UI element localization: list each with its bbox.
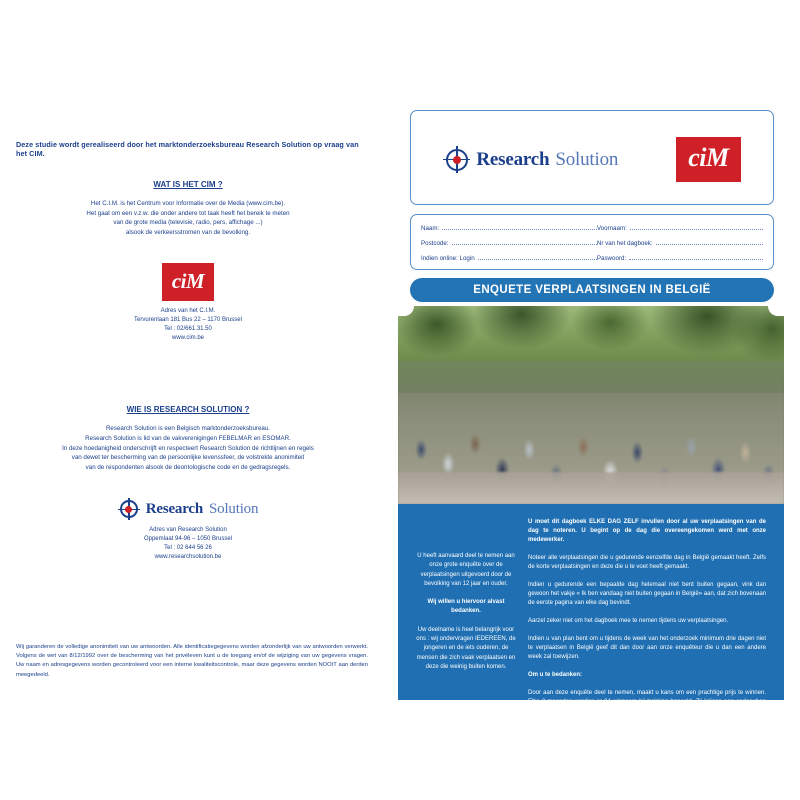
field-paswoord-label: Paswoord:	[596, 255, 627, 262]
rs-desc-line-4: van dewet ter bescherming van de persoonlijke levenssfeer, de volstrekte anonimiteit	[71, 454, 305, 462]
field-login[interactable]	[421, 252, 597, 262]
rs-desc-line-1: Research Solution is een Belgisch marktonderzoeksbureau.	[105, 425, 271, 433]
respondent-form-card	[410, 214, 774, 270]
field-dagboeknummer-label: Nr van het dagboek:	[596, 240, 653, 247]
header-rs-word-solution: Solution	[555, 148, 619, 170]
rs-address-line-3: Tel : 02 644 56 26	[164, 545, 212, 552]
instruction-paragraph-3: Indien u gedurende een bepaalde dag helemaal niet bent buiten gegaan, vink dan gewoon het vakje « Ik ben vandaag niet buiten gegaan in België» aan, dat zich bovenaan de eerste pagina van elke dag bevindt.	[528, 582, 766, 606]
field-voornaam[interactable]	[597, 222, 763, 232]
cim-website[interactable]: www.cim.be	[171, 335, 204, 342]
field-paswoord-input[interactable]	[629, 252, 763, 260]
rs-logo-word-research: Research	[145, 500, 204, 517]
rs-address-line-1: Adres van Research Solution	[149, 527, 227, 534]
field-postcode-label: Postcode:	[421, 240, 449, 247]
cim-logo-wrapper	[8, 263, 368, 301]
rs-description	[8, 424, 368, 472]
header-rs-word-research: Research	[476, 148, 550, 170]
field-naam-label: Naam:	[421, 225, 440, 232]
privacy-footer-note: Wij garanderen de volledige anonimiteit van uw antwoorden. Alle identificatiegegevens worden afzonderlijk van uw antwoorden verwerkt. Volgens de wet van 8/12/1992 over de bescherming van het privéleven kunt u de toegang en/of de wijziging van uw gegevens vragen. Uw naam en adresgegevens worden gecontroleerd voor een interne kwaliteitscontrole, maar deze gegevens worden NOOIT aan derden meegedeeld.	[16, 643, 368, 678]
intro-thanks: Wij willen u hiervoor alvast bedanken.	[427, 599, 505, 615]
instructions-left-column	[416, 552, 516, 681]
field-dagboeknummer-input[interactable]	[656, 237, 763, 245]
cim-desc-line-1: Het C.I.M. is het Centrum voor Informatie over de Media (www.cim.be).	[90, 200, 286, 207]
header-card	[410, 110, 774, 205]
page-edge-sliver	[784, 250, 798, 430]
header-research-solution-logo	[443, 146, 618, 173]
instruction-paragraph-5: Indien u van plan bent om u tijdens de week van het onderzoek minimum drie dagen niet te verplaatsen in België geef dit dan door aan onze enquêteur die u dan een andere week zal toewijzen.	[528, 636, 766, 660]
research-solution-target-icon	[443, 146, 470, 173]
research-solution-logo	[8, 498, 368, 520]
field-dagboeknummer[interactable]	[597, 237, 763, 247]
field-voornaam-input[interactable]	[630, 222, 763, 230]
cim-address-line-2: Tervurenlaan 181 Bus 22 – 1170 Brussel	[134, 317, 242, 324]
cim-description	[8, 199, 368, 237]
field-naam-input[interactable]	[442, 222, 597, 230]
reward-heading: Om u te bedanken:	[528, 672, 583, 678]
section-title-research-solution: WIE IS RESEARCH SOLUTION ?	[126, 405, 250, 415]
form-row-postcode	[421, 237, 763, 247]
lead-line: Deze studie wordt gerealiseerd door het marktonderzoeksbureau Research Solution op vraag van het CIM.	[16, 140, 359, 158]
instructions-block	[398, 504, 784, 714]
rs-logo-word-solution: Solution	[209, 500, 259, 517]
rs-desc-line-5: van de respondenten alsook de deontologische code en de gedragsregels.	[85, 463, 291, 471]
field-paswoord[interactable]	[597, 252, 763, 262]
field-login-label: Indien online: Login	[421, 255, 475, 262]
survey-title-text: ENQUETE VERPLAATSINGEN IN BELGIË	[473, 284, 711, 296]
field-postcode-input[interactable]	[452, 237, 597, 245]
instructions-right-column	[528, 518, 766, 725]
cim-logo: ciM	[162, 263, 214, 301]
header-cim-logo: ciM	[676, 137, 740, 182]
cim-desc-line-3: van de grote media (televisie, radio, pers, affichage ...)	[113, 219, 263, 227]
rs-desc-line-3: In deze hoedanigheid onderschrijft en respecteert Research Solution de richtlijnen en regels	[62, 444, 314, 452]
rs-desc-line-2: Research Solution is lid van de vakverenigingen FEBELMAR en ESOMAR.	[85, 435, 291, 443]
cim-desc-line-4: alsook de verkeersstromen van de bevolking.	[125, 228, 251, 236]
cim-address-line-3: Tel : 02/661.31.50	[164, 326, 212, 333]
rs-address-line-2: Oppemlaat 94-96 – 1050 Brussel	[143, 536, 233, 543]
rs-address	[8, 526, 368, 562]
research-solution-target-icon	[118, 498, 140, 520]
cim-desc-line-2: Het gaat om een v.z.w. die onder andere tot taak heeft het bereik te meten	[86, 209, 290, 217]
right-page	[398, 110, 784, 714]
instruction-paragraph-1: U moet dit dagboek ELKE DAG ZELF invullen door al uw verplaatsingen van de dag te noteren. U begint op de dag die overeengekomen werd met onze medewerker.	[528, 519, 766, 543]
cim-address	[8, 307, 368, 343]
crowd-photo	[398, 306, 784, 504]
photo-ground-layer	[398, 472, 784, 504]
section-title-cim: WAT IS HET CIM ?	[153, 180, 223, 189]
rs-website[interactable]: www.researchsolution.be	[154, 554, 222, 561]
instruction-paragraph-2: Noteer alle verplaatsingen die u gedurende eenzelfde dag in België gemaakt heeft. Zelfs de korte verplaatsingen en deze die u te voet heeft gemaakt.	[528, 555, 766, 570]
field-voornaam-label: Voornaam:	[596, 225, 627, 232]
field-naam[interactable]	[421, 222, 597, 232]
form-row-login	[421, 252, 763, 262]
instruction-paragraph-4: Aarzel zeker niet om het dagboek mee te nemen tijdens uw verplaatsingen.	[528, 618, 729, 624]
form-row-name	[421, 222, 763, 232]
intro-paragraph-1: U heeft aanvaard deel te nemen aan onze grote enquête over de verplaatsingen uitgevoerd door de bevolking van 12 jaar en ouder.	[417, 553, 515, 587]
intro-paragraph-2: Uw deelname is heel belangrijk voor ons : wij ondervragen IEDEREEN, de jongeren en de iets ouderen, de mensen die zich vaak verplaatsen en deze die weinig buiten komen.	[416, 626, 516, 670]
field-login-input[interactable]	[478, 252, 597, 260]
field-postcode[interactable]	[421, 237, 597, 247]
left-page	[8, 140, 368, 680]
reward-paragraph: Door aan deze enquête deel te nemen, maakt u kans om een prachtige prijs te winnen. Elke 2 maanden worden er 24 winnaars bij trekking bepaald. Zij krijgen een cadeaubon die varieert tussen 20 € en 250 €.	[528, 690, 766, 714]
cim-address-line-1: Adres van het C.I.M.	[160, 308, 216, 315]
survey-title-banner	[410, 278, 774, 302]
